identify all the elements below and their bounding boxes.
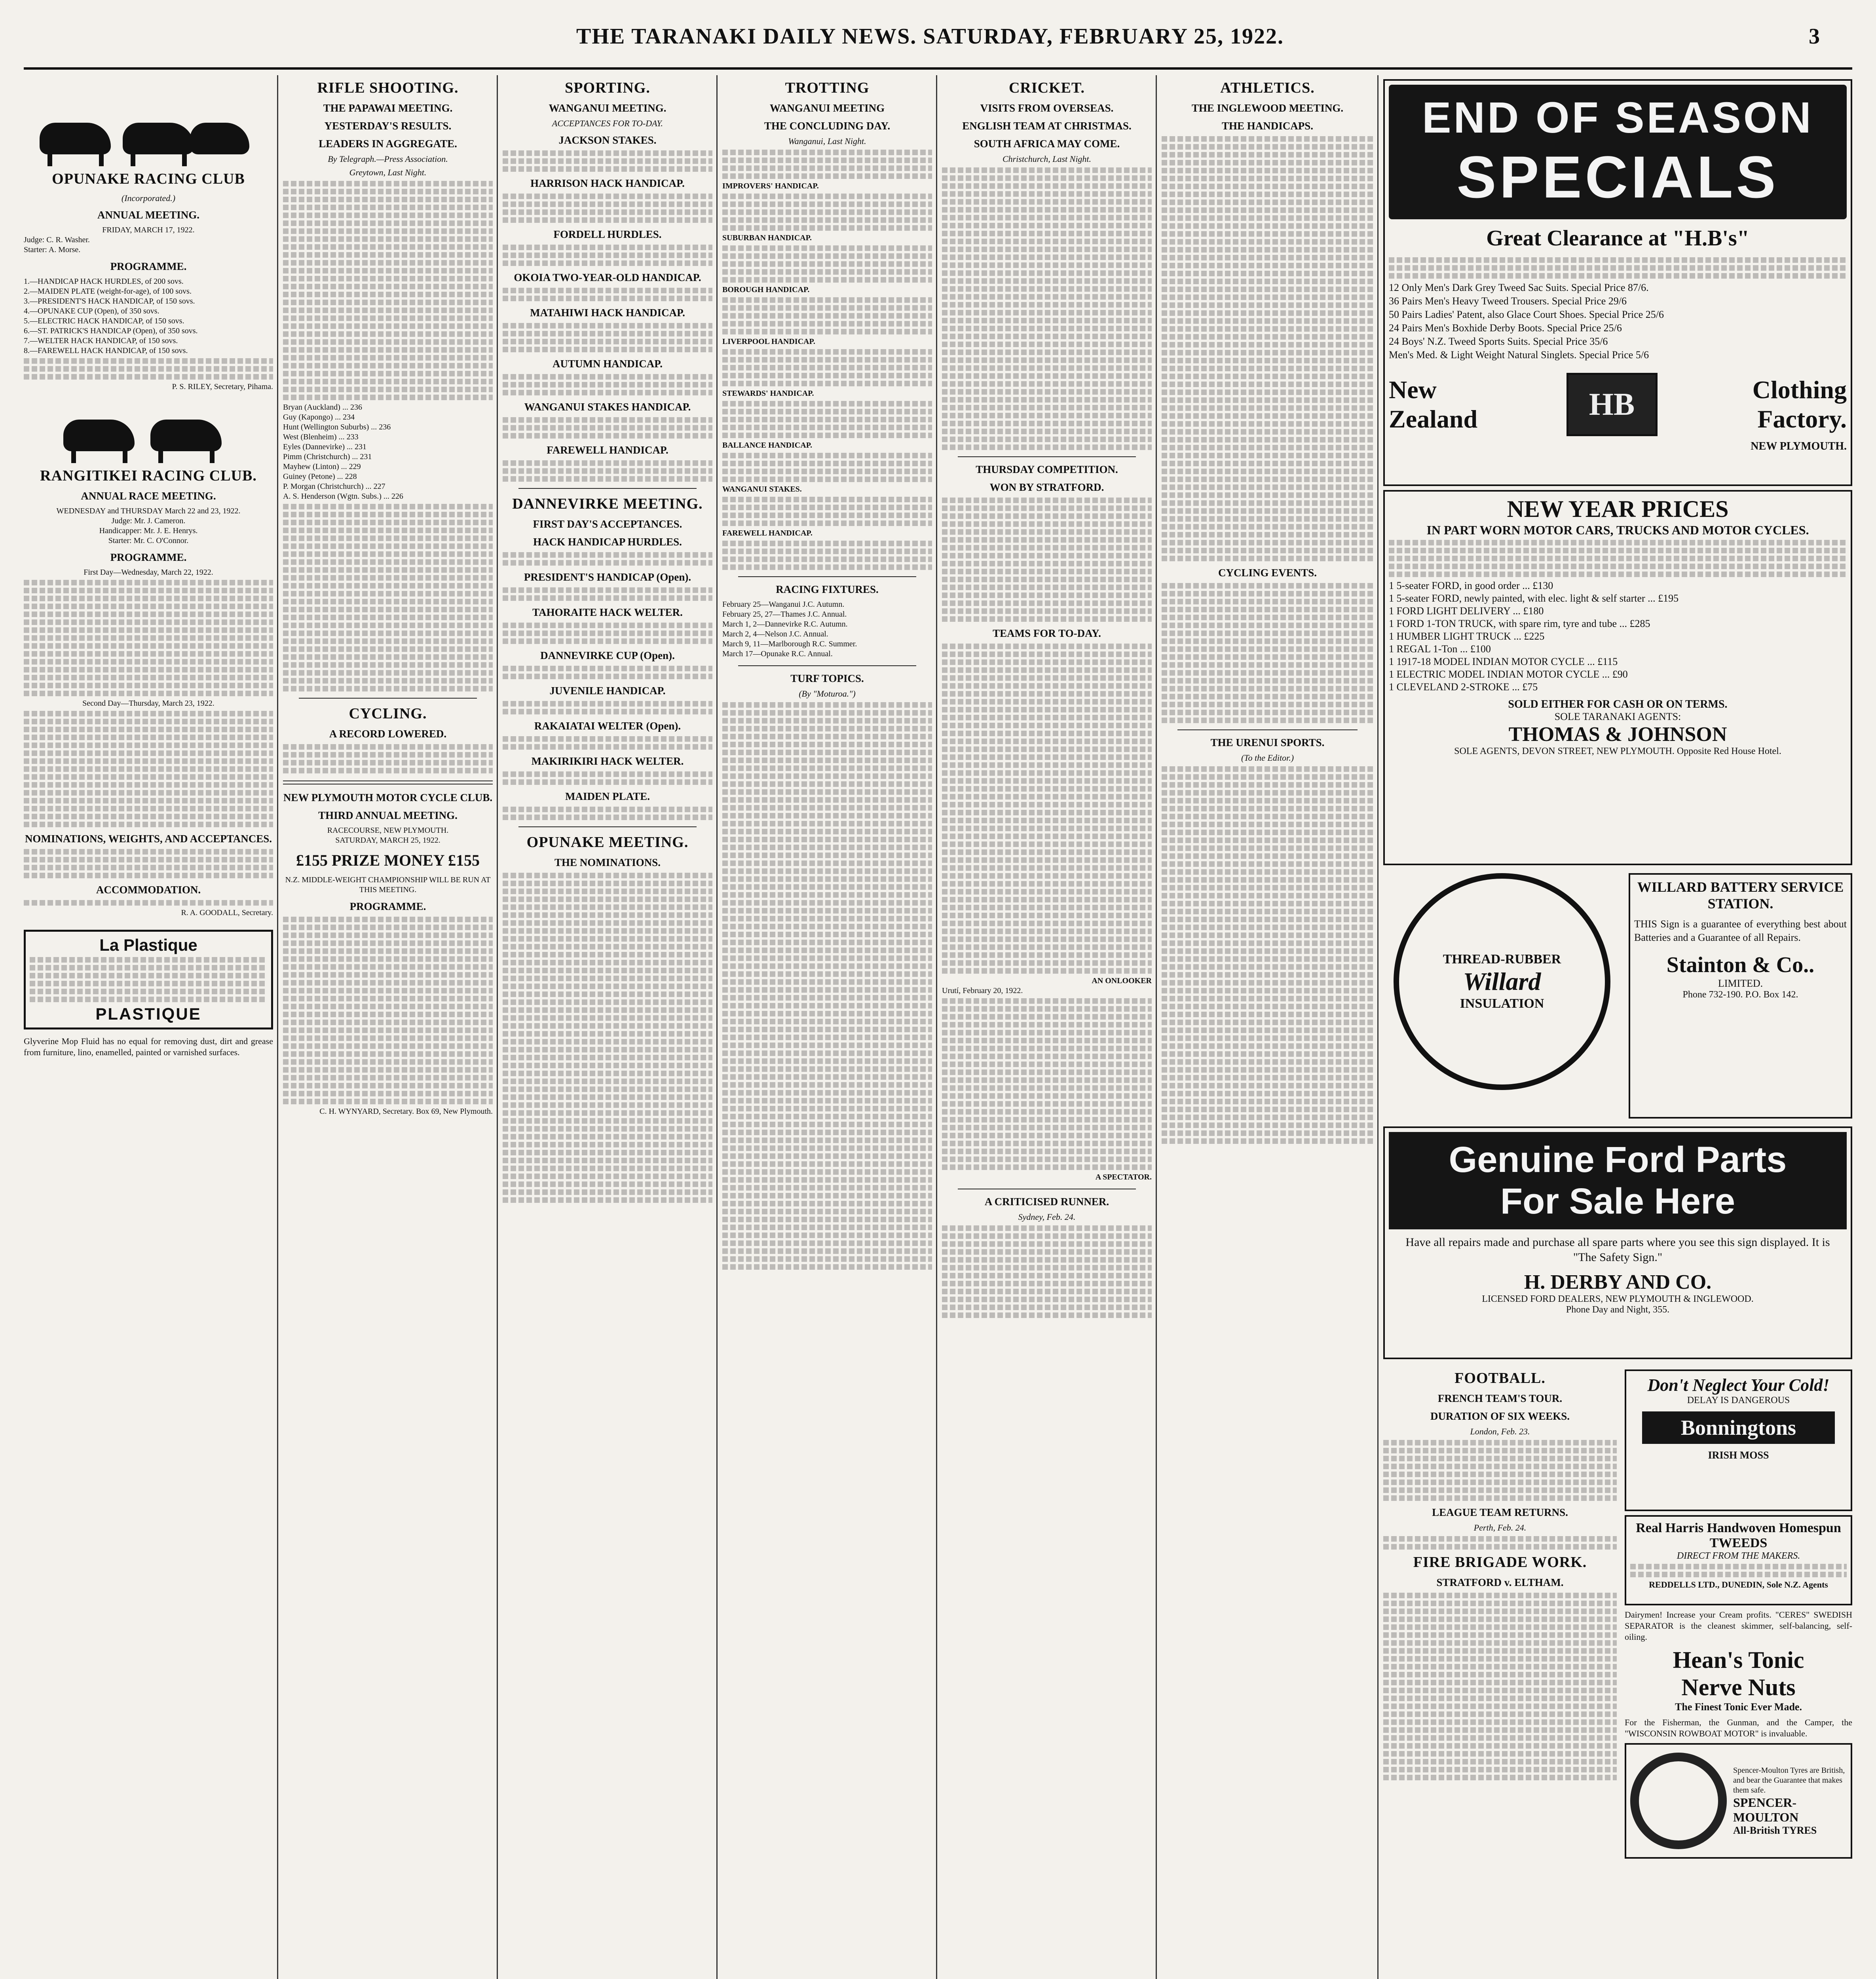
aggregate-row: Pimm (Christchurch) ... 231 xyxy=(283,452,372,461)
ford-line2: For Sale Here xyxy=(1500,1181,1735,1221)
urenui-sub: (To the Editor.) xyxy=(1241,753,1294,763)
harris-title: Real Harris Handwoven Homespun TWEEDS xyxy=(1636,1521,1841,1550)
signature-spectator: A SPECTATOR. xyxy=(1095,1173,1152,1181)
cricket-title: CRICKET. xyxy=(1008,80,1085,96)
fixture: February 25, 27—Thames J.C. Annual. xyxy=(722,610,847,619)
event-heading: PRESIDENT'S HANDICAP (Open). xyxy=(524,571,691,583)
opunake-dates: FRIDAY, MARCH 17, 1922. xyxy=(102,226,195,234)
opunake-starter: Starter: A. Morse. xyxy=(24,245,81,254)
top-rule xyxy=(24,67,1852,70)
hb-banner xyxy=(1389,85,1847,219)
motor-date: SATURDAY, MARCH 25, 1922. xyxy=(335,836,441,845)
rangitikei-handicapper: Handicapper: Mr. J. E. Henrys. xyxy=(99,526,198,535)
dairymen-ad: Dairymen! Increase your Cream profits. "CERES" SWEDISH SEPARATOR is the cleanest skimmer, self-balancing, self-oiling. xyxy=(1625,1610,1852,1642)
willard-station-text: THIS Sign is a guarantee of everything best about Batteries and a Guarantee of all Repairs. xyxy=(1634,918,1847,943)
rangitikei-secretary: R. A. GOODALL, Secretary. xyxy=(181,908,273,917)
fixture: March 17—Opunake R.C. Annual. xyxy=(722,650,833,658)
masthead: THE TARANAKI DAILY NEWS. SATURDAY, FEBRUARY 25, 1922. xyxy=(576,24,1284,49)
hb-clearance: Great Clearance at "H.B's" xyxy=(1486,226,1749,251)
column-athletics xyxy=(1162,75,1373,1979)
newyear-item: 1 FORD 1-TON TRUCK, with spare rim, tyre and tube ... £285 xyxy=(1389,618,1650,629)
rangitikei-starter: Starter: Mr. C. O'Connor. xyxy=(108,536,189,545)
newyear-sold: SOLD EITHER FOR CASH OR ON TERMS. xyxy=(1508,698,1728,710)
harris-sub: DIRECT FROM THE MAKERS. xyxy=(1677,1551,1800,1561)
fire-title: FIRE BRIGADE WORK. xyxy=(1413,1554,1587,1571)
fixture: March 1, 2—Dannevirke R.C. Autumn. xyxy=(722,620,848,629)
athletics-title: ATHLETICS. xyxy=(1220,80,1315,96)
motor-programme: PROGRAMME. xyxy=(349,900,426,912)
page-number: 3 xyxy=(1809,24,1820,49)
onlooker-date: Urutí, February 20, 1922. xyxy=(942,986,1023,995)
newyear-title: NEW YEAR PRICES xyxy=(1507,496,1729,522)
ford-text: Have all repairs made and purchase all spare parts where you see this sign displayed. It is "The Safety Sign." xyxy=(1405,1236,1830,1264)
fixture: February 25—Wanganui J.C. Autumn. xyxy=(722,600,845,609)
event-heading: FAREWELL HANDICAP. xyxy=(722,529,813,537)
football-sub1: FRENCH TEAM'S TOUR. xyxy=(1437,1392,1563,1404)
championship: N.Z. MIDDLE-WEIGHT CHAMPIONSHIP WILL BE RUN AT THIS MEETING. xyxy=(285,876,491,894)
ford-firm: H. DERBY AND CO. xyxy=(1524,1271,1712,1293)
cycling-title: CYCLING. xyxy=(349,705,427,722)
horse-race-illustration xyxy=(24,79,273,166)
accommodation-heading: ACCOMMODATION. xyxy=(96,884,201,896)
event-heading: MAIDEN PLATE. xyxy=(565,790,650,802)
event-heading: WANGANUI STAKES. xyxy=(722,485,802,494)
nominations-heading: NOMINATIONS, WEIGHTS, AND ACCEPTANCES. xyxy=(25,833,272,845)
newyear-firm: THOMAS & JOHNSON xyxy=(1508,723,1727,746)
column-trotting xyxy=(722,75,932,1979)
hb-special: 24 Pairs Men's Boxhide Derby Boots. Special Price 25/6 xyxy=(1389,322,1622,334)
event-heading: OKOIA TWO-YEAR-OLD HANDICAP. xyxy=(514,272,701,283)
athletics-sub1: THE INGLEWOOD MEETING. xyxy=(1191,102,1344,114)
newyear-item: 1 REGAL 1-Ton ... £100 xyxy=(1389,643,1491,655)
race-item: 1.—HANDICAP HACK HURDLES, of 200 sovs. xyxy=(24,277,184,286)
opunake-incorporated: (Incorporated.) xyxy=(121,193,176,203)
football-title: FOOTBALL. xyxy=(1454,1370,1546,1386)
ford-dealers: LICENSED FORD DEALERS, NEW PLYMOUTH & INGLEWOOD. xyxy=(1482,1294,1754,1304)
willard-station-title: WILLARD BATTERY SERVICE STATION. xyxy=(1637,879,1844,912)
rifle-sub2: YESTERDAY'S RESULTS. xyxy=(324,120,452,132)
plastique-ad xyxy=(24,930,273,1029)
bonnington-ad xyxy=(1625,1369,1852,1511)
aggregate-row: Eyles (Dannevirke) ... 231 xyxy=(283,443,367,451)
column-divider xyxy=(1377,75,1379,1979)
heans-line1: Hean's Tonic xyxy=(1673,1647,1804,1673)
newyear-item: 1 1917-18 MODEL INDIAN MOTOR CYCLE ... £115 xyxy=(1389,656,1618,667)
newyear-address: SOLE AGENTS, DEVON STREET, NEW PLYMOUTH. Opposite Red House Hotel. xyxy=(1454,746,1781,756)
aggregate-row: Guiney (Petone) ... 228 xyxy=(283,472,357,481)
column-divider xyxy=(716,75,718,1979)
wanganui-meeting: WANGANUI MEETING. xyxy=(549,102,666,114)
signature-onlooker: AN ONLOOKER xyxy=(1092,976,1152,985)
column-divider xyxy=(497,75,498,1979)
willard-logo xyxy=(1394,873,1610,1090)
lower-ad-row xyxy=(1383,1366,1852,1863)
newyear-item: 1 5-seater FORD, in good order ... £130 xyxy=(1389,580,1553,591)
event-heading: FAREWELL HANDICAP. xyxy=(547,444,668,456)
rifle-sub1: THE PAPAWAI MEETING. xyxy=(323,102,453,114)
event-heading: JACKSON STAKES. xyxy=(558,134,657,146)
newyear-item: 1 HUMBER LIGHT TRUCK ... £225 xyxy=(1389,631,1545,642)
rangitikei-meeting: ANNUAL RACE MEETING. xyxy=(81,490,216,502)
harris-firm: REDDELLS LTD., DUNEDIN, Sole N.Z. Agents xyxy=(1649,1580,1828,1590)
heans-sub: The Finest Tonic Ever Made. xyxy=(1675,1701,1802,1713)
horse-race-illustration xyxy=(24,396,273,463)
willard-ring-top: THREAD-RUBBER xyxy=(1443,952,1561,967)
aggregate-row: P. Morgan (Christchurch) ... 227 xyxy=(283,482,385,491)
rangitikei-dates: WEDNESDAY and THURSDAY March 22 and 23, 1922. xyxy=(56,507,241,515)
runner-dateline: Sydney, Feb. 24. xyxy=(1018,1212,1076,1222)
hb-special: 24 Boys' N.Z. Tweed Sports Suits. Special Price 35/6 xyxy=(1389,336,1608,347)
column-divider xyxy=(277,75,278,1979)
nominations-sub: THE NOMINATIONS. xyxy=(554,857,661,868)
hb-special: Men's Med. & Light Weight Natural Singlets. Special Price 5/6 xyxy=(1389,349,1649,361)
byline: By Telegraph.—Press Association. xyxy=(328,154,448,164)
plastique-footer: PLASTIQUE xyxy=(95,1005,201,1023)
newyear-item: 1 5-seater FORD, newly painted, with elec. light & self starter ... £195 xyxy=(1389,593,1679,604)
opunake-meeting: ANNUAL MEETING. xyxy=(97,209,200,221)
event-heading: RAKAIATAI WELTER (Open). xyxy=(534,720,681,732)
trotting-sub2: THE CONCLUDING DAY. xyxy=(764,120,891,132)
event-heading: JUVENILE HANDICAP. xyxy=(549,685,666,697)
opunake-programme: PROGRAMME. xyxy=(110,260,187,272)
trotting-dateline: Wanganui, Last Night. xyxy=(788,136,866,146)
column-divider xyxy=(936,75,937,1979)
turf-byline: (By "Moturoa.") xyxy=(799,689,856,699)
rangitikei-programme: PROGRAMME. xyxy=(110,551,187,563)
event-heading: IMPROVERS' HANDICAP. xyxy=(722,182,819,190)
column-rifle-shooting xyxy=(283,75,493,1979)
event-heading: LIVERPOOL HANDICAP. xyxy=(722,337,815,346)
dannevirke-title: DANNEVIRKE MEETING. xyxy=(512,496,703,512)
acceptances: ACCEPTANCES FOR TO-DAY. xyxy=(552,118,663,128)
hb-clothing-ad xyxy=(1383,79,1852,486)
league-dateline: Perth, Feb. 24. xyxy=(1473,1523,1527,1533)
event-heading: SUBURBAN HANDICAP. xyxy=(722,234,812,242)
column-cricket xyxy=(942,75,1152,1979)
race-item: 5.—ELECTRIC HACK HANDICAP, of 150 sovs. xyxy=(24,317,184,325)
ford-line1: Genuine Ford Parts xyxy=(1449,1140,1787,1180)
hb-special: 12 Only Men's Dark Grey Tweed Sac Suits. Special Price 87/6. xyxy=(1389,282,1649,293)
opunake-meeting-title: OPUNAKE MEETING. xyxy=(526,834,689,851)
urenui-title: THE URENUI SPORTS. xyxy=(1210,737,1325,748)
motor-place: RACECOURSE, NEW PLYMOUTH. xyxy=(327,826,449,835)
harris-tweed-ad xyxy=(1625,1515,1852,1605)
column-divider xyxy=(1156,75,1157,1979)
willard-phone: Phone 732-190. P.O. Box 142. xyxy=(1682,990,1798,1000)
dateline: Greytown, Last Night. xyxy=(349,167,427,177)
bonnington-line1: Don't Neglect Your Cold! xyxy=(1647,1375,1830,1395)
spencer-moulton-ad xyxy=(1625,1743,1852,1859)
teams-title: TEAMS FOR TO-DAY. xyxy=(993,627,1101,639)
ford-phone: Phone Day and Night, 355. xyxy=(1566,1305,1670,1315)
glyverine-ad: Glyverine Mop Fluid has no equal for removing dust, dirt and grease from furniture, lino, enamelled, painted or varnished surfaces. xyxy=(24,1036,273,1057)
willard-logo-block xyxy=(1383,869,1621,1122)
willard-ring-bottom: INSULATION xyxy=(1460,996,1544,1011)
event-heading: TAHORAITE HACK WELTER. xyxy=(532,606,683,618)
ford-parts-ad xyxy=(1383,1126,1852,1359)
prize-money: £155 PRIZE MONEY £155 xyxy=(296,851,480,869)
rangitikei-title: RANGITIKEI RACING CLUB. xyxy=(40,467,257,484)
aggregate-row: Hunt (Wellington Suburbs) ... 236 xyxy=(283,423,391,431)
column-racing-ads xyxy=(24,75,273,1979)
race-item: 6.—ST. PATRICK'S HANDICAP (Open), of 350 sovs. xyxy=(24,327,198,335)
hb-special: 36 Pairs Men's Heavy Tweed Trousers. Special Price 29/6 xyxy=(1389,295,1627,307)
turf-title: TURF TOPICS. xyxy=(790,672,864,684)
rifle-title: RIFLE SHOOTING. xyxy=(317,80,459,96)
runner-title: A CRITICISED RUNNER. xyxy=(984,1196,1109,1208)
spencer-brand: SPENCER-MOULTON xyxy=(1733,1795,1799,1824)
athletics-sub2: THE HANDICAPS. xyxy=(1221,120,1314,132)
cricket-dateline: Christchurch, Last Night. xyxy=(1002,154,1092,164)
ford-banner xyxy=(1389,1132,1847,1229)
willard-firm: Stainton & Co.. xyxy=(1666,953,1815,977)
event-heading: MATAHIWI HACK HANDICAP. xyxy=(530,307,685,319)
hb-right-text: Clothing Factory. xyxy=(1752,376,1847,433)
event-heading: DANNEVIRKE CUP (Open). xyxy=(540,650,675,661)
willard-ad-row xyxy=(1383,869,1852,1122)
opunake-title: OPUNAKE RACING CLUB xyxy=(52,171,245,187)
hb-line2: SPECIALS xyxy=(1456,144,1779,210)
opunake-secretary: P. S. RILEY, Secretary, Pihama. xyxy=(172,382,273,391)
hb-special: 50 Pairs Ladies' Patent, also Glace Court Shoes. Special Price 25/6 xyxy=(1389,309,1664,320)
sports-news-block xyxy=(1383,1366,1617,1863)
bonnington-line2: DELAY IS DANGEROUS xyxy=(1687,1395,1790,1405)
cricket-sub3: SOUTH AFRICA MAY COME. xyxy=(974,138,1120,150)
fire-sub: STRATFORD v. ELTHAM. xyxy=(1436,1576,1564,1588)
opunake-judge: Judge: C. R. Washer. xyxy=(24,236,90,244)
bonnington-irish: IRISH MOSS xyxy=(1708,1449,1769,1461)
heans-line2: Nerve Nuts xyxy=(1681,1674,1796,1700)
willard-limited: LIMITED. xyxy=(1718,978,1763,989)
rifle-sub3: LEADERS IN AGGREGATE. xyxy=(319,138,457,150)
football-dateline: London, Feb. 23. xyxy=(1470,1426,1530,1436)
column-sporting xyxy=(503,75,712,1979)
new-year-prices-ad xyxy=(1383,490,1852,865)
aggregate-row: West (Blenheim) ... 233 xyxy=(283,433,359,441)
second-day: Second Day—Thursday, March 23, 1922. xyxy=(82,699,215,708)
cricket-sub2: ENGLISH TEAM AT CHRISTMAS. xyxy=(962,120,1132,132)
small-ads-block xyxy=(1625,1366,1852,1863)
fixtures-title: RACING FIXTURES. xyxy=(776,583,879,595)
aggregate-row: Mayhew (Linton) ... 229 xyxy=(283,462,361,471)
trotting-sub1: WANGANUI MEETING xyxy=(769,102,885,114)
rowboat-ad: For the Fisherman, the Gunman, and the Camper, the "WISCONSIN ROWBOAT MOTOR" is invaluable. xyxy=(1625,1717,1852,1738)
race-item: 3.—PRESIDENT'S HACK HANDICAP, of 150 sovs. xyxy=(24,297,195,306)
football-sub2: DURATION OF SIX WEEKS. xyxy=(1430,1410,1570,1422)
rangitikei-judge: Judge: Mr. J. Cameron. xyxy=(111,517,186,525)
aggregate-row: A. S. Henderson (Wgtn. Subs.) ... 226 xyxy=(283,492,403,501)
race-item: 7.—WELTER HACK HANDICAP, of 150 sovs. xyxy=(24,336,178,345)
event-heading: BALLANCE HANDICAP. xyxy=(722,441,813,450)
heans-ad xyxy=(1625,1647,1852,1713)
event-heading: HACK HANDICAP HURDLES. xyxy=(533,536,682,548)
newyear-item: 1 CLEVELAND 2-STROKE ... £75 xyxy=(1389,681,1538,693)
first-day: First Day—Wednesday, March 22, 1922. xyxy=(84,568,213,577)
hb-line1: END OF SEASON xyxy=(1422,93,1813,142)
motor-title: NEW PLYMOUTH MOTOR CYCLE CLUB. xyxy=(283,792,493,803)
newyear-sub: IN PART WORN MOTOR CARS, TRUCKS AND MOTOR CYCLES. xyxy=(1426,523,1809,537)
league-title: LEAGUE TEAM RETURNS. xyxy=(1432,1506,1568,1518)
event-heading: HARRISON HACK HANDICAP. xyxy=(530,177,685,189)
hb-logo: HB xyxy=(1566,373,1658,436)
spencer-tyres: All-British TYRES xyxy=(1733,1824,1817,1836)
event-heading: BOROUGH HANDICAP. xyxy=(722,285,810,294)
dannevirke-sub: FIRST DAY'S ACCEPTANCES. xyxy=(533,518,682,530)
aggregate-row: Bryan (Auckland) ... 236 xyxy=(283,403,362,412)
event-heading: MAKIRIKIRI HACK WELTER. xyxy=(531,755,684,767)
newyear-item: 1 ELECTRIC MODEL INDIAN MOTOR CYCLE ... £90 xyxy=(1389,669,1628,680)
race-item: 4.—OPUNAKE CUP (Open), of 350 sovs. xyxy=(24,307,159,315)
cycling-sub: A RECORD LOWERED. xyxy=(329,728,447,740)
tyre-icon xyxy=(1630,1753,1727,1849)
bonnington-brand: Bonningtons xyxy=(1642,1411,1835,1444)
motor-meeting: THIRD ANNUAL MEETING. xyxy=(318,809,458,821)
cricket-sub1: VISITS FROM OVERSEAS. xyxy=(980,102,1114,114)
event-heading: AUTUMN HANDICAP. xyxy=(552,358,663,370)
column-advertisements xyxy=(1383,75,1852,1979)
fixture: March 2, 4—Nelson J.C. Annual. xyxy=(722,630,828,638)
event-heading: STEWARDS' HANDICAP. xyxy=(722,389,814,398)
fixture: March 9, 11—Marlborough R.C. Summer. xyxy=(722,640,857,648)
event-heading: FORDELL HURDLES. xyxy=(553,228,662,240)
willard-station xyxy=(1629,873,1852,1119)
motor-secretary: C. H. WYNYARD, Secretary. Box 69, New Plymouth. xyxy=(319,1107,493,1116)
hb-place: NEW PLYMOUTH. xyxy=(1751,440,1847,452)
hb-left-text: New Zealand xyxy=(1389,376,1478,433)
race-item: 8.—FAREWELL HACK HANDICAP, of 150 sovs. xyxy=(24,346,188,355)
newyear-item: 1 FORD LIGHT DELIVERY ... £180 xyxy=(1389,605,1544,617)
thursday-sub: WON BY STRATFORD. xyxy=(989,481,1104,493)
cycling-events: CYCLING EVENTS. xyxy=(1218,567,1317,579)
plastique-title: La Plastique xyxy=(99,936,197,954)
spencer-text: Spencer-Moulton Tyres are British, and bear the Guarantee that makes them safe. xyxy=(1733,1766,1845,1795)
willard-name: Willard xyxy=(1463,967,1541,995)
thursday-title: THURSDAY COMPETITION. xyxy=(976,463,1118,475)
race-item: 2.—MAIDEN PLATE (weight-for-age), of 100 sovs. xyxy=(24,287,192,296)
newyear-agents: SOLE TARANAKI AGENTS: xyxy=(1554,711,1681,722)
trotting-title: TROTTING xyxy=(785,80,870,96)
event-heading: WANGANUI STAKES HANDICAP. xyxy=(524,401,691,413)
aggregate-row: Guy (Kapongo) ... 234 xyxy=(283,413,355,422)
sporting-title: SPORTING. xyxy=(565,80,650,96)
